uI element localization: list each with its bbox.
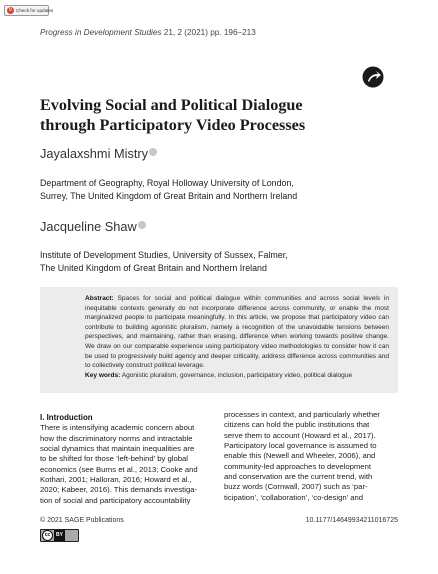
copyright-notice: © 2021 SAGE Publications: [40, 517, 124, 524]
keywords-text: Agonistic pluralism, governance, inclusion, participatory video, political dialogue: [120, 372, 353, 379]
keywords: [85, 372, 352, 379]
doi[interactable]: 10.1177/14649934211016725: [305, 517, 398, 524]
open-access-icon: [362, 66, 384, 88]
article-title-line-2: through Participatory Video Processes: [40, 115, 306, 134]
author-1-affiliation: [40, 177, 360, 203]
refresh-icon: ↻: [8, 7, 13, 13]
author-2-name[interactable]: Jacqueline Shaw: [40, 219, 137, 234]
cc-label: cc: [42, 530, 53, 541]
body-line: ticipation’, ‘collaboration’, ‘co-design’ and: [224, 492, 364, 502]
author-2: [40, 219, 146, 234]
author-1: [40, 146, 157, 161]
affiliation-line: Surrey, The United Kingdom of Great Britain and Northern Ireland: [40, 191, 298, 201]
body-line: serve them to account (Howard et al., 2017).: [224, 430, 376, 440]
body-line: and conservation are the current trend, with: [224, 472, 373, 482]
body-line: citizens can hold the public institutions that: [224, 420, 370, 430]
body-line: how the discriminatory norms and intractable: [40, 433, 193, 443]
article-title: [40, 96, 370, 135]
body-line: 2020; Kabeer, 2016). This demands investiga-: [40, 485, 198, 495]
body-line: buzz words (Cornwall, 2007) such as ‘par-: [224, 482, 368, 492]
body-line: Kothari, 2001; Halloran, 2016; Howard et al.,: [40, 475, 192, 485]
body-line: tion of social and participatory accountability: [40, 495, 191, 505]
article-title-line-1: Evolving Social and Political Dialogue: [40, 96, 303, 114]
section-heading: I. Introduction: [40, 413, 93, 422]
check-for-updates-badge[interactable]: [4, 5, 54, 16]
body-line: economics (see Burns et al., 2013; Cooke and: [40, 464, 198, 474]
by-label: BY: [54, 530, 65, 541]
affiliation-line: The United Kingdom of Great Britain and Northern Ireland: [40, 263, 267, 273]
cc-by-icon[interactable]: [40, 529, 79, 542]
orcid-icon[interactable]: [138, 221, 146, 229]
author-1-name[interactable]: Jayalaxshmi Mistry: [40, 146, 149, 161]
orcid-icon[interactable]: [149, 148, 157, 156]
body-column-right: [224, 410, 402, 503]
journal-citation: [40, 28, 256, 37]
body-line: enable this (Newell and Wheeler, 2006), and: [224, 451, 376, 461]
abstract-text: Spaces for social and political dialogue within communities and across social levels in inequitable contexts generally do not incorporate difference across community, or enable the most marginalized people to participate meaningfully. In this article, we propose that participatory video can contribute to building agonistic pluralism, namely a recognition of the unavoidable tensions between perspectives, and maintaining, rather than erasing, difference when working towards positive change. We draw on our comparable experience using participatory video methodologies to consider how it can be used to progressively build agency and deeper criticality, address difference across communities and to collectively construct political leverage.: [85, 295, 389, 370]
body-line: processes in context, and particularly whether: [224, 410, 380, 419]
affiliation-line: Institute of Development Studies, University of Sussex, Falmer,: [40, 250, 288, 260]
keywords-label: Key words:: [85, 372, 121, 379]
journal-name: Progress in Development Studies: [40, 28, 162, 37]
body-column-left: [40, 413, 218, 506]
affiliation-line: Department of Geography, Royal Holloway University of London,: [40, 178, 294, 188]
body-line: social dynamics that maintain inequalities are: [40, 444, 195, 454]
journal-volume-pages: 21, 2 (2021) pp. 196–213: [161, 28, 256, 37]
check-for-updates-label: Check for updates: [16, 8, 54, 13]
abstract-label: Abstract:: [85, 295, 114, 302]
body-line: Participatory local governance is assumed to: [224, 441, 377, 451]
body-line: to be shifted for those ‘left-behind’ by global: [40, 454, 189, 464]
body-line: There is intensifying academic concern about: [40, 423, 195, 433]
body-line: community-led approaches to development: [224, 461, 371, 471]
author-2-affiliation: [40, 249, 360, 275]
